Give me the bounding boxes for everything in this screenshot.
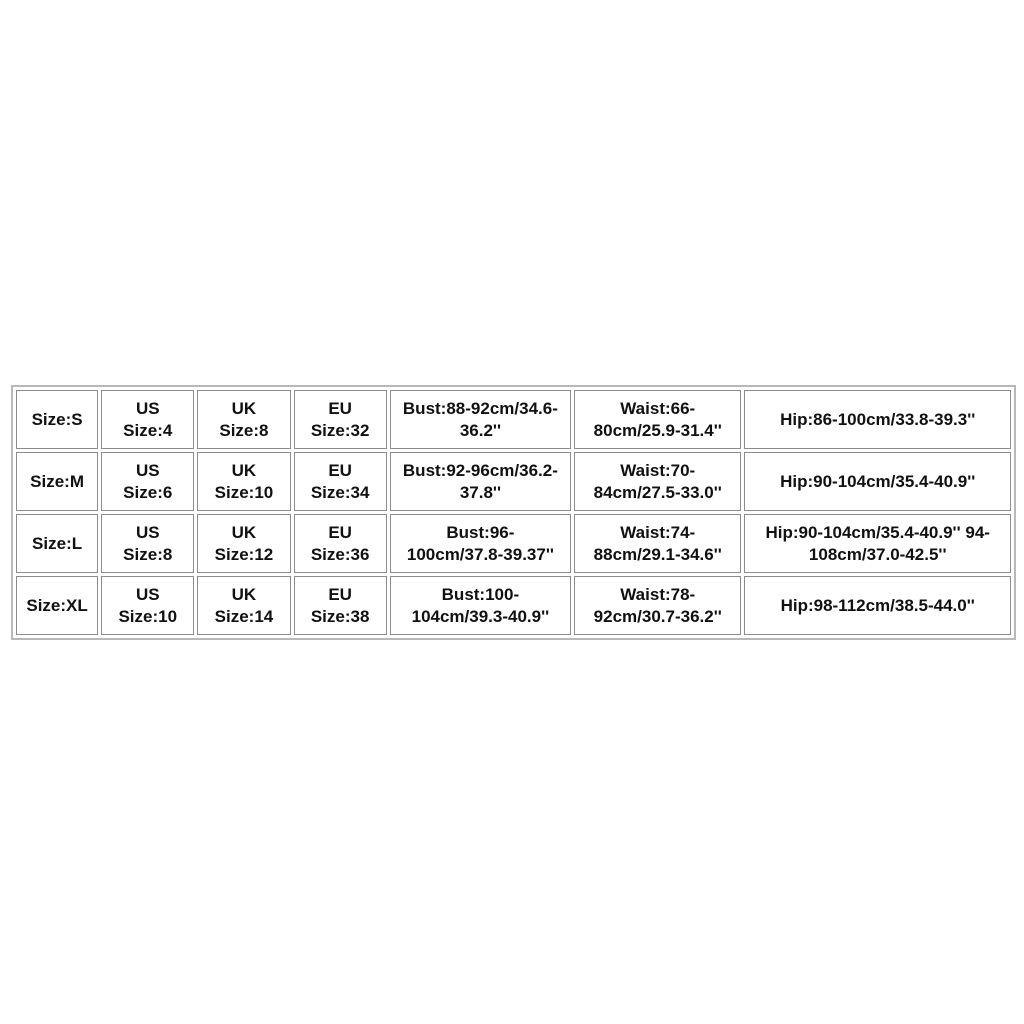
us-size-line-1: US: [135, 398, 160, 418]
eu-size-line-2: Size:34: [310, 482, 370, 502]
waist-line-1: Waist:66-: [620, 398, 696, 418]
uk-size-cell: [197, 514, 290, 573]
eu-size-line-2: Size:32: [310, 420, 370, 440]
size-label-cell: [16, 452, 98, 511]
bust-line-1: Bust:92-96cm/36.2-: [402, 460, 558, 480]
us-size-line-1: US: [135, 584, 160, 604]
waist-line-1: Waist:78-: [620, 584, 696, 604]
hip-line-1: Hip:98-112cm/38.5-44.0'': [780, 595, 975, 615]
uk-size-line-1: UK: [231, 398, 257, 418]
uk-size-line-2: Size:14: [214, 606, 274, 626]
uk-size-line-2: Size:8: [219, 420, 269, 440]
hip-line-1: Hip:90-104cm/35.4-40.9'' 94-: [765, 522, 990, 542]
eu-size-line-1: EU: [328, 522, 352, 542]
uk-size-line-1: UK: [231, 522, 257, 542]
size-row-xl: [16, 576, 1011, 635]
waist-line-2: 80cm/25.9-31.4'': [593, 420, 722, 440]
waist-cell: [574, 452, 741, 511]
waist-cell: [574, 390, 741, 449]
bust-line-1: Bust:100-: [441, 584, 520, 604]
hip-cell: [744, 514, 1011, 573]
uk-size-line-1: UK: [231, 460, 257, 480]
uk-size-cell: [197, 390, 290, 449]
size-row-l: [16, 514, 1011, 573]
bust-line-2: 100cm/37.8-39.37'': [406, 544, 554, 564]
waist-cell: [574, 514, 741, 573]
uk-size-line-2: Size:12: [214, 544, 274, 564]
waist-cell: [574, 576, 741, 635]
us-size-line-1: US: [135, 522, 160, 542]
bust-line-1: Bust:88-92cm/34.6-: [402, 398, 558, 418]
us-size-line-2: Size:8: [123, 544, 173, 564]
us-size-cell: [101, 576, 194, 635]
waist-line-1: Waist:74-: [620, 522, 696, 542]
size-label: Size:XL: [26, 595, 88, 615]
us-size-line-2: Size:6: [123, 482, 173, 502]
size-label: Size:L: [32, 533, 83, 553]
eu-size-line-2: Size:38: [310, 606, 370, 626]
hip-line-1: Hip:90-104cm/35.4-40.9'': [780, 471, 976, 491]
us-size-line-1: US: [135, 460, 160, 480]
size-row-s: [16, 390, 1011, 449]
hip-cell: [744, 576, 1011, 635]
waist-line-2: 84cm/27.5-33.0'': [593, 482, 722, 502]
us-size-line-2: Size:10: [118, 606, 178, 626]
us-size-cell: [101, 452, 194, 511]
size-chart-table: [11, 385, 1016, 640]
bust-cell: [390, 514, 571, 573]
bust-cell: [390, 452, 571, 511]
waist-line-2: 92cm/30.7-36.2'': [593, 606, 722, 626]
eu-size-line-1: EU: [328, 460, 352, 480]
size-label: Size:M: [30, 471, 84, 491]
size-label-cell: [16, 390, 98, 449]
hip-line-1: Hip:86-100cm/33.8-39.3'': [780, 409, 976, 429]
us-size-line-2: Size:4: [123, 420, 173, 440]
size-label-cell: [16, 514, 98, 573]
hip-line-2: 108cm/37.0-42.5'': [808, 544, 947, 564]
eu-size-line-2: Size:36: [310, 544, 370, 564]
bust-cell: [390, 576, 571, 635]
eu-size-line-1: EU: [328, 584, 352, 604]
eu-size-cell: [294, 576, 387, 635]
hip-cell: [744, 452, 1011, 511]
bust-line-2: 104cm/39.3-40.9'': [411, 606, 550, 626]
uk-size-line-2: Size:10: [214, 482, 274, 502]
bust-line-2: 37.8'': [459, 482, 501, 502]
us-size-cell: [101, 390, 194, 449]
size-row-m: [16, 452, 1011, 511]
eu-size-cell: [294, 452, 387, 511]
size-label-cell: [16, 576, 98, 635]
us-size-cell: [101, 514, 194, 573]
size-label: Size:S: [31, 409, 83, 429]
hip-cell: [744, 390, 1011, 449]
waist-line-2: 88cm/29.1-34.6'': [593, 544, 722, 564]
uk-size-cell: [197, 576, 290, 635]
eu-size-cell: [294, 514, 387, 573]
uk-size-line-1: UK: [231, 584, 257, 604]
eu-size-line-1: EU: [328, 398, 352, 418]
uk-size-cell: [197, 452, 290, 511]
bust-cell: [390, 390, 571, 449]
waist-line-1: Waist:70-: [620, 460, 696, 480]
eu-size-cell: [294, 390, 387, 449]
bust-line-1: Bust:96-: [446, 522, 515, 542]
bust-line-2: 36.2'': [459, 420, 501, 440]
